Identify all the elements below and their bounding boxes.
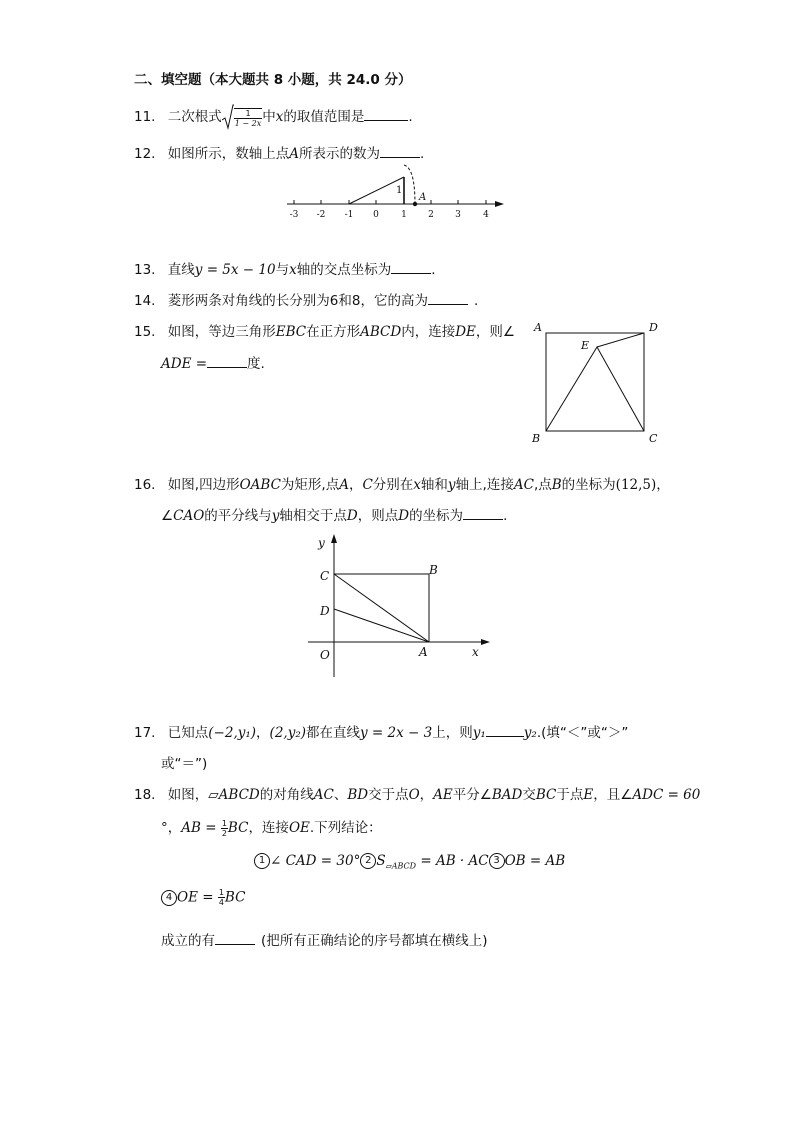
answer-blank[interactable]: [486, 735, 524, 737]
answer-blank[interactable]: [428, 303, 468, 305]
svg-text:O: O: [320, 648, 330, 662]
svg-text:A: A: [534, 321, 542, 334]
question-18: 18. 如图，▱ABCD的对角线AC、BD交于点O，AE平分∠BAD交BC于点E，且∠ADC = 60: [134, 787, 701, 803]
question-12: 12. 如图所示，数轴上点A所表示的数为 .: [134, 146, 425, 162]
answer-blank[interactable]: [364, 119, 408, 121]
conclusion-1-marker: 1: [254, 853, 270, 869]
question-number: 11.: [134, 109, 156, 125]
question-14: 14. 菱形两条对角线的长分别为6和8，它的高为 .: [134, 293, 479, 309]
svg-text:3: 3: [455, 210, 461, 220]
section-title: 二、填空题（本大题共 8 小题，共 24.0 分）: [134, 72, 412, 88]
question-18-line2: °，AB = $\frac{1}{2}$ BC，连接OE.下列结论：: [161, 818, 382, 838]
svg-text:A: A: [419, 645, 428, 659]
svg-text:E: E: [581, 339, 590, 352]
svg-text:D: D: [649, 321, 658, 334]
svg-text:-1: -1: [344, 210, 354, 220]
svg-text:C: C: [320, 569, 330, 583]
rectangle-coordinate-figure: [304, 530, 494, 680]
answer-blank[interactable]: [207, 366, 247, 368]
svg-text:D: D: [320, 604, 330, 618]
number-line-figure: [282, 160, 512, 222]
svg-text:A: A: [419, 192, 427, 203]
question-18-conclusions: 1 ∠ CAD = 30° 2 $S_{▱ABCD}$ = AB · AC 3 OB = AB: [254, 853, 565, 871]
conclusion-3-marker: 3: [489, 853, 505, 869]
square-triangle-figure: [528, 318, 668, 448]
question-16-line2: ∠CAO的平分线与y轴相交于点D，则点D的坐标为 .: [161, 508, 508, 524]
question-17-line2: 或“＝”): [161, 756, 208, 772]
sqrt-expression: $\frac{1}{1 - 2x}$: [222, 104, 262, 130]
question-number: 15.: [134, 324, 156, 340]
question-number: 16.: [134, 477, 156, 493]
svg-text:4: 4: [483, 210, 489, 220]
question-number: 18.: [134, 787, 156, 803]
answer-blank[interactable]: [215, 943, 255, 945]
svg-text:y: y: [318, 536, 325, 550]
svg-text:1: 1: [396, 185, 403, 196]
svg-text:0: 0: [373, 210, 379, 220]
conclusion-4-marker: 4: [161, 890, 177, 906]
radical-sign-icon: [222, 104, 234, 130]
question-13: 13. 直线y = 5x − 10与x轴的交点坐标为 .: [134, 262, 436, 278]
answer-blank[interactable]: [380, 156, 420, 158]
question-number: 13.: [134, 262, 156, 278]
svg-text:-2: -2: [316, 210, 326, 220]
question-11: 11. 二次根式 $\frac{1}{1 - 2x}$ 中x的取值范围是 .: [134, 104, 413, 130]
question-number: 12.: [134, 146, 156, 162]
svg-text:1: 1: [401, 210, 407, 220]
question-15: 15. 如图，等边三角形EBC在正方形ABCD内，连接DE，则∠: [134, 324, 516, 340]
question-18-conclusion-4: 4 OE = $\frac{1}{4}$ BC: [161, 888, 245, 907]
answer-blank[interactable]: [463, 518, 503, 520]
question-17: 17. 已知点(−2,y₁)，(2,y₂)都在直线y = 2x − 3上，则y₁ y₂.(填“＜”或“＞”: [134, 725, 629, 741]
svg-text:x: x: [472, 645, 479, 659]
svg-text:B: B: [429, 563, 438, 577]
question-number: 14.: [134, 293, 156, 309]
question-number: 17.: [134, 725, 156, 741]
question-16: 16. 如图,四边形OABC为矩形,点A，C分别在x轴和y轴上,连接AC,点B的坐标为(12,5)，: [134, 477, 670, 493]
svg-text:2: 2: [428, 210, 434, 220]
answer-blank[interactable]: [391, 272, 431, 274]
question-18-answer-line: 成立的有 (把所有正确结论的序号都填在横线上): [161, 933, 488, 949]
question-15-line2: ADE = 度.: [161, 356, 265, 372]
conclusion-2-marker: 2: [360, 853, 376, 869]
svg-text:C: C: [649, 432, 658, 445]
svg-text:B: B: [532, 432, 541, 445]
svg-text:-3: -3: [289, 210, 299, 220]
